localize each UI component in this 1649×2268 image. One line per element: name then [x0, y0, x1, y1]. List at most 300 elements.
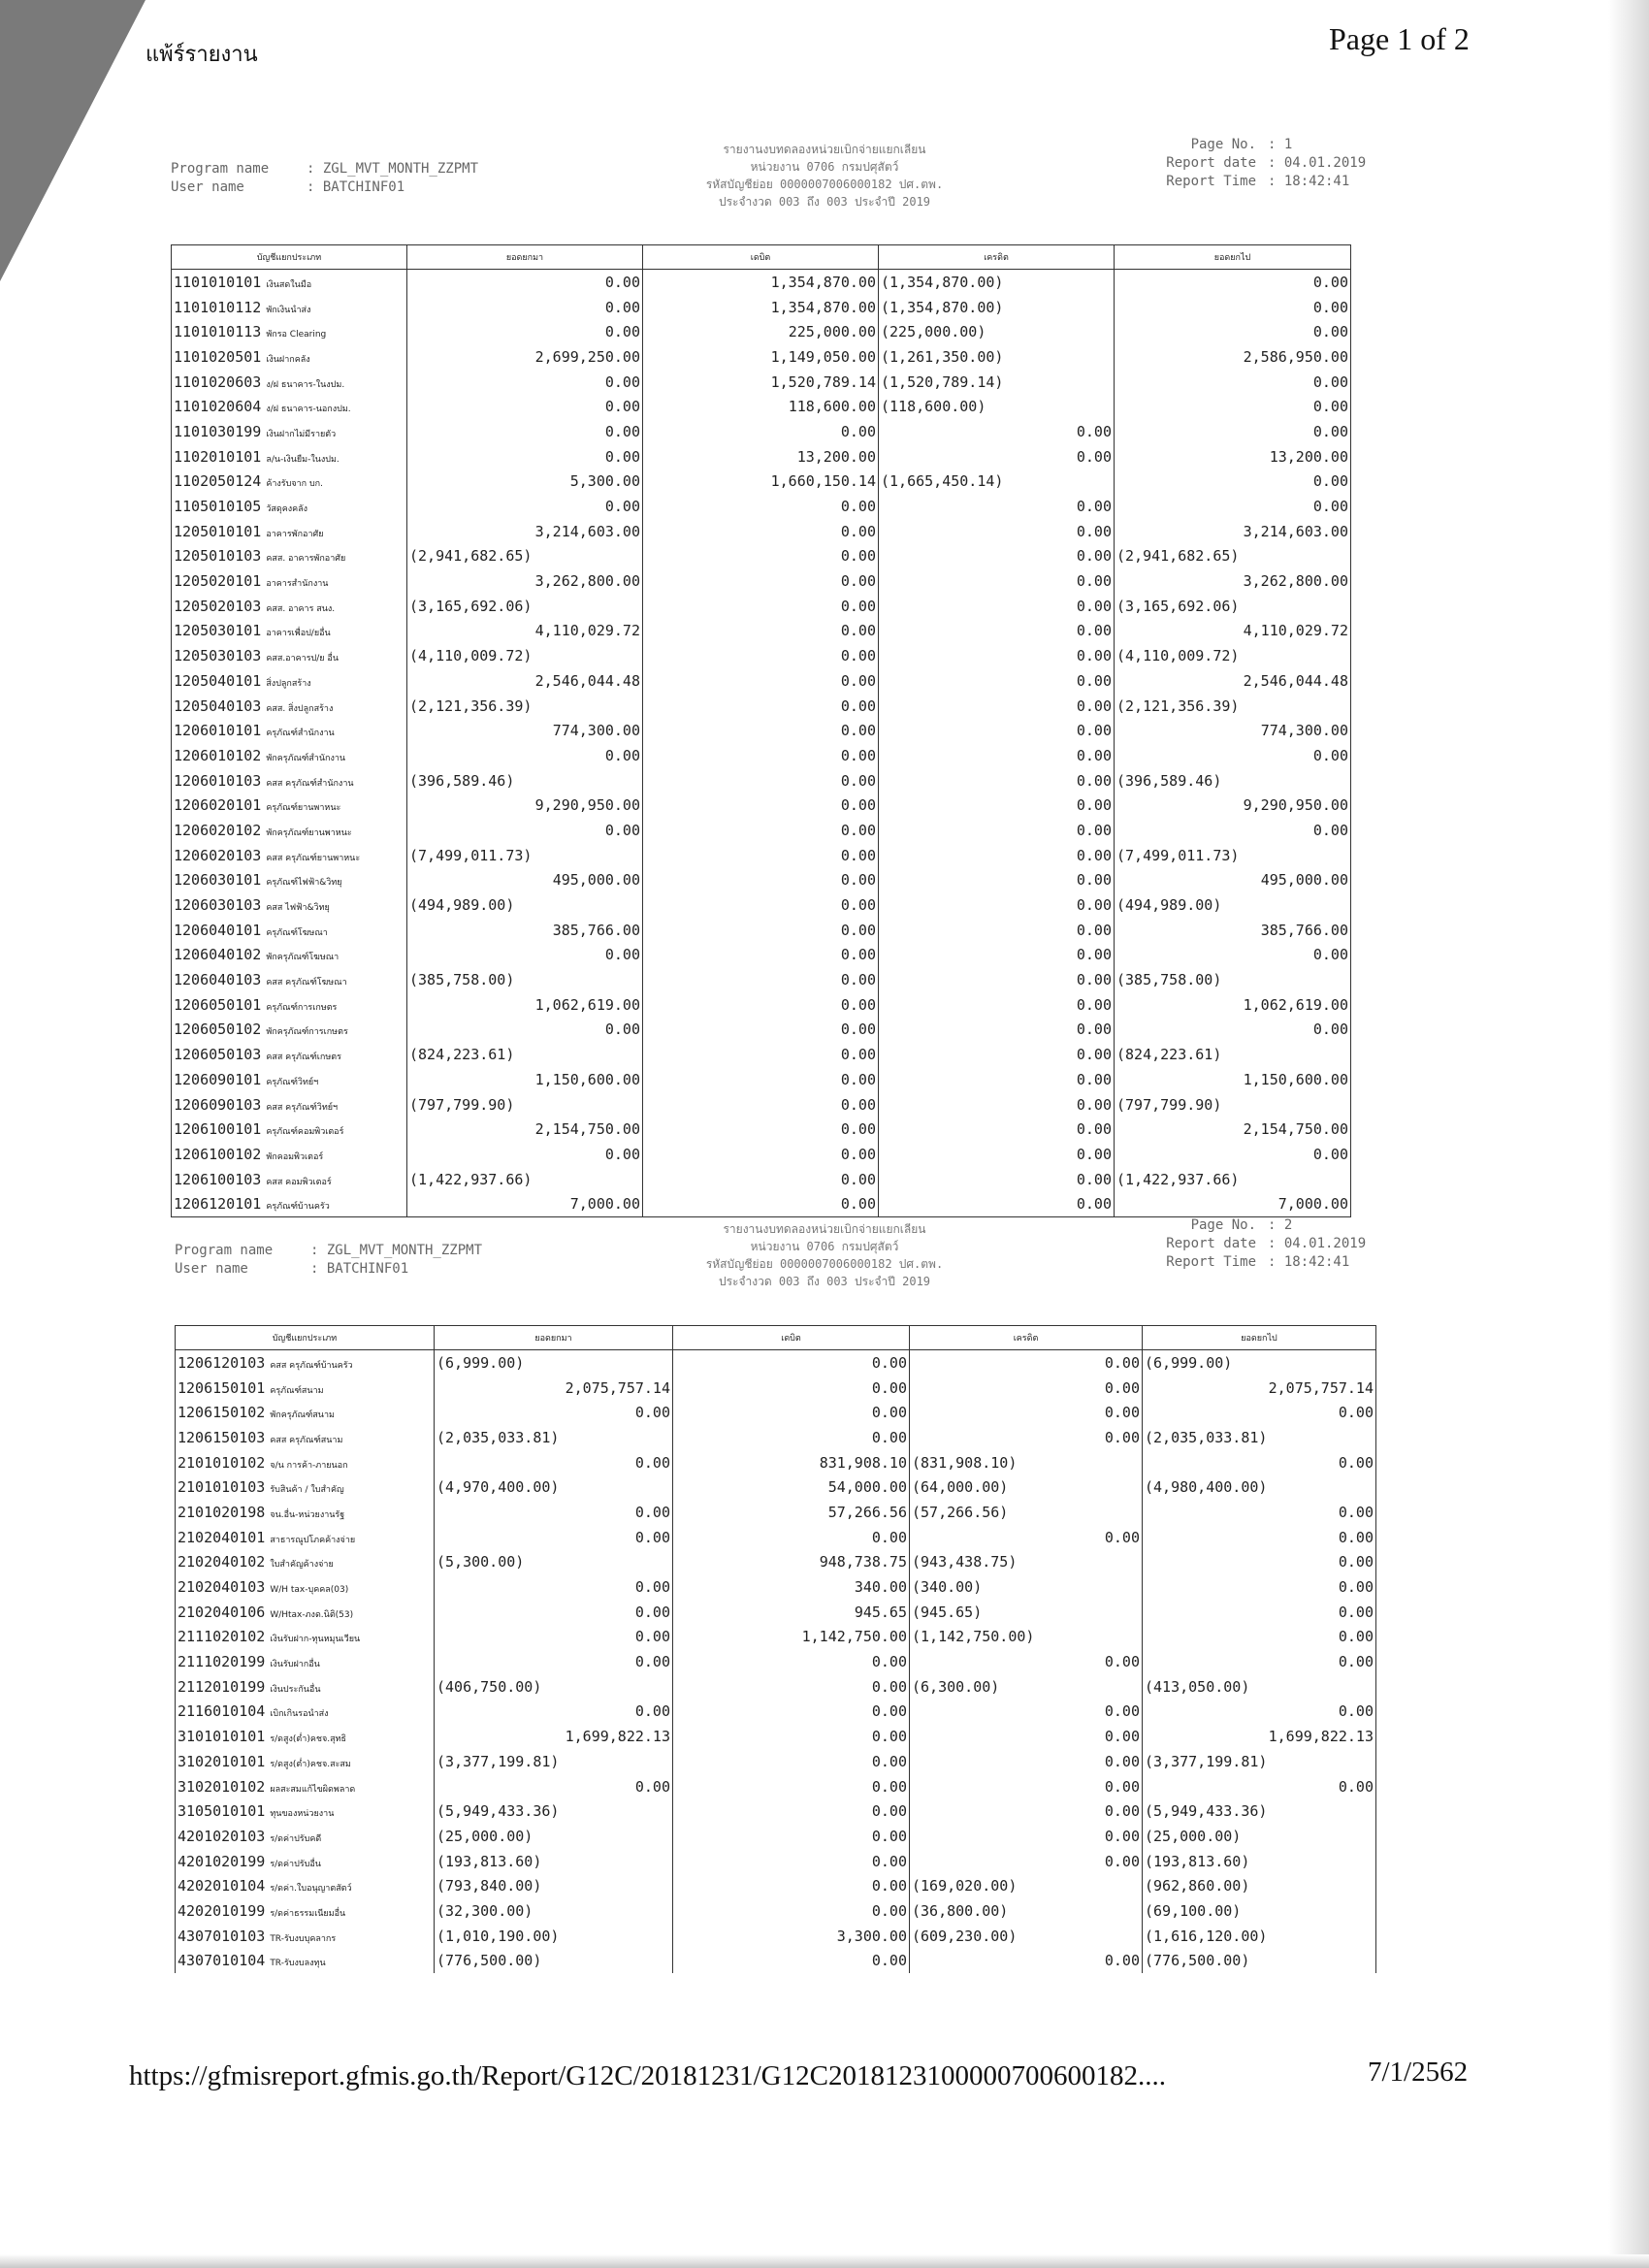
account-name: ร/ดค่าธรรมเนียมอื่น: [270, 1908, 346, 1919]
table-row: [176, 1350, 1376, 1376]
account-name: พักคอมพิวเตอร์: [266, 1151, 324, 1162]
page-no-label: Page No.: [1190, 137, 1256, 152]
account-code: 1205020101: [174, 572, 262, 591]
account-cell: [176, 1774, 435, 1799]
account-name: คสส. สิ่งปลูกสร้าง: [266, 703, 334, 714]
account-code: 1206040102: [174, 946, 262, 964]
table-row: [172, 992, 1351, 1018]
credit-cell: (1,142,750.00): [910, 1625, 1143, 1650]
account-code: 1206020103: [174, 846, 262, 864]
account-code: 1206150102: [178, 1404, 266, 1422]
account-cell: [172, 793, 407, 818]
debit-cell: 0.00: [643, 918, 879, 943]
print-header-title: แพ้ร์รายงาน: [146, 43, 258, 67]
debit-cell: 1,142,750.00: [673, 1625, 910, 1650]
account-code: 3102010102: [178, 1777, 266, 1796]
opening-balance-cell: 0.00: [407, 370, 643, 395]
account-cell: [172, 718, 407, 743]
table-row: [172, 718, 1351, 743]
user-value: : BATCHINF01: [307, 179, 405, 195]
opening-balance-cell: 0.00: [435, 1450, 673, 1475]
account-code: 2111020199: [178, 1653, 266, 1671]
debit-cell: 0.00: [643, 694, 879, 719]
closing-balance-cell: 385,766.00: [1115, 918, 1351, 943]
table-row: [172, 793, 1351, 818]
table-row: [176, 1649, 1376, 1674]
debit-cell: 57,266.56: [673, 1500, 910, 1525]
table-row: [176, 1450, 1376, 1475]
report-date-value: : 04.01.2019: [1268, 1236, 1367, 1251]
account-cell: [176, 1649, 435, 1674]
account-code: 1205020103: [174, 597, 262, 615]
table-row: [172, 694, 1351, 719]
account-name: คสส คอมพิวเตอร์: [266, 1177, 332, 1187]
closing-balance-cell: 0.00: [1143, 1649, 1376, 1674]
account-code: 2102040103: [178, 1578, 266, 1597]
account-name: ครุภัณฑ์บ้านครัว: [266, 1202, 330, 1213]
account-code: 2102040102: [178, 1553, 266, 1571]
table-row: [172, 818, 1351, 843]
table-row: [172, 1067, 1351, 1092]
account-code: 1206150101: [178, 1378, 266, 1397]
account-code: 1206010101: [174, 722, 262, 740]
account-cell: [176, 1674, 435, 1700]
closing-balance-cell: (396,589.46): [1115, 768, 1351, 794]
debit-cell: 13,200.00: [643, 444, 879, 470]
table-row: [172, 1092, 1351, 1118]
closing-balance-cell: 3,262,800.00: [1115, 568, 1351, 594]
col-header-opening: ยอดยกมา: [435, 1326, 673, 1350]
opening-balance-cell: (406,750.00): [435, 1674, 673, 1700]
table-row: [172, 1191, 1351, 1216]
col-header-opening: ยอดยกมา: [407, 245, 643, 270]
debit-cell: 0.00: [673, 1425, 910, 1450]
debit-cell: 0.00: [643, 843, 879, 868]
account-cell: [172, 892, 407, 918]
debit-cell: 0.00: [673, 1400, 910, 1425]
credit-cell: 0.00: [879, 918, 1115, 943]
account-name: พักรอ Clearing: [266, 330, 327, 340]
credit-cell: 0.00: [879, 1191, 1115, 1216]
account-cell: [172, 544, 407, 569]
account-name: ครุภัณฑ์ไฟฟ้า&วิทยุ: [266, 878, 342, 889]
opening-balance-cell: (32,300.00): [435, 1898, 673, 1924]
account-name: เงินฝากไม่มีรายตัว: [266, 429, 337, 439]
account-cell: [172, 868, 407, 893]
debit-cell: 54,000.00: [673, 1474, 910, 1500]
program-label: Program name: [175, 1243, 274, 1258]
debit-cell: 0.00: [643, 668, 879, 694]
opening-balance-cell: (797,799.90): [407, 1092, 643, 1118]
account-code: 1101020501: [174, 347, 262, 366]
account-code: 1206010103: [174, 771, 262, 790]
opening-balance-cell: 0.00: [435, 1574, 673, 1600]
table-row: [172, 943, 1351, 968]
credit-cell: (340.00): [910, 1574, 1143, 1600]
account-cell: [176, 1600, 435, 1625]
debit-cell: 3,300.00: [673, 1924, 910, 1949]
account-name: ครุภัณฑ์สนาม: [270, 1385, 324, 1396]
account-code: 1206040103: [174, 971, 262, 989]
credit-cell: 0.00: [879, 793, 1115, 818]
account-code: 4202010104: [178, 1877, 266, 1895]
debit-cell: 1,149,050.00: [643, 344, 879, 370]
account-code: 1101010112: [174, 298, 262, 316]
account-cell: [176, 1824, 435, 1849]
account-cell: [172, 1142, 407, 1167]
closing-balance-cell: 0.00: [1143, 1774, 1376, 1799]
credit-cell: 0.00: [910, 1350, 1143, 1376]
credit-cell: 0.00: [879, 519, 1115, 544]
closing-balance-cell: 0.00: [1143, 1525, 1376, 1550]
account-cell: [172, 943, 407, 968]
account-cell: [172, 394, 407, 419]
page-no-value: : 2: [1268, 1217, 1293, 1233]
table-row: [172, 743, 1351, 768]
account-code: 1101030199: [174, 422, 262, 440]
print-footer-url: https://gfmisreport.gfmis.go.th/Report/G12C/20181231/G12C2018123100000700600182....: [129, 2060, 1166, 2091]
credit-cell: 0.00: [879, 818, 1115, 843]
credit-cell: 0.00: [879, 967, 1115, 992]
closing-balance-cell: 9,290,950.00: [1115, 793, 1351, 818]
closing-balance-cell: 774,300.00: [1115, 718, 1351, 743]
report-title: รายงานงบทดลองหน่วยเบิกจ่ายแยกเลียน: [723, 143, 926, 156]
debit-cell: 0.00: [643, 818, 879, 843]
account-code: 4201020199: [178, 1852, 266, 1870]
account-code: 4307010104: [178, 1952, 266, 1970]
opening-balance-cell: (793,840.00): [435, 1873, 673, 1898]
credit-cell: 0.00: [879, 768, 1115, 794]
debit-cell: 0.00: [673, 1824, 910, 1849]
col-header-credit: เครดิต: [879, 245, 1115, 270]
account-code: 4201020103: [178, 1827, 266, 1845]
col-header-debit: เดบิต: [673, 1326, 910, 1350]
account-code: 2111020102: [178, 1628, 266, 1646]
account-cell: [176, 1425, 435, 1450]
account-cell: [172, 743, 407, 768]
account-cell: [172, 1117, 407, 1142]
col-header-credit: เครดิต: [910, 1326, 1143, 1350]
account-cell: [172, 295, 407, 320]
debit-cell: 0.00: [643, 1191, 879, 1216]
account-name: ใบสำคัญค้างจ่าย: [270, 1560, 334, 1571]
opening-balance-cell: 0.00: [407, 444, 643, 470]
account-code: 1101020604: [174, 398, 262, 416]
credit-cell: 0.00: [910, 1525, 1143, 1550]
account-cell: [172, 594, 407, 619]
closing-balance-cell: 0.00: [1143, 1400, 1376, 1425]
debit-cell: 0.00: [643, 494, 879, 519]
table-row: [176, 1425, 1376, 1450]
credit-cell: (169,020.00): [910, 1873, 1143, 1898]
report-agency: หน่วยงาน 0706 กรมปศุสัตว์: [750, 160, 899, 174]
account-name: คสส ครุภัณฑ์เกษตร: [266, 1053, 341, 1063]
account-code: 2116010104: [178, 1702, 266, 1721]
credit-cell: 0.00: [910, 1824, 1143, 1849]
account-name: คสส ครุภัณฑ์สนาม: [270, 1435, 343, 1445]
account-code: 1206100103: [174, 1170, 262, 1188]
col-header-account: บัญชีแยกประเภท: [172, 245, 407, 270]
opening-balance-cell: (3,165,692.06): [407, 594, 643, 619]
table-row: [176, 1600, 1376, 1625]
page-fold: [0, 0, 146, 281]
opening-balance-cell: (4,110,009.72): [407, 643, 643, 668]
debit-cell: 1,354,870.00: [643, 270, 879, 295]
credit-cell: 0.00: [879, 1018, 1115, 1043]
opening-balance-cell: (7,499,011.73): [407, 843, 643, 868]
account-cell: [172, 1092, 407, 1118]
account-name: เงินสดในมือ: [266, 279, 312, 290]
account-cell: [176, 1924, 435, 1949]
col-header-closing: ยอดยกไป: [1115, 245, 1351, 270]
account-code: 1206020102: [174, 821, 262, 839]
account-cell: [172, 344, 407, 370]
account-code: 1206030101: [174, 871, 262, 890]
credit-cell: 0.00: [879, 1142, 1115, 1167]
opening-balance-cell: 0.00: [435, 1774, 673, 1799]
user-value: : BATCHINF01: [310, 1261, 409, 1277]
closing-balance-cell: (2,941,682.65): [1115, 544, 1351, 569]
account-cell: [172, 470, 407, 495]
table-row: [172, 319, 1351, 344]
table-row: [176, 1474, 1376, 1500]
report-time-value: : 18:42:41: [1268, 1254, 1350, 1270]
table-row: [176, 1376, 1376, 1401]
credit-cell: 0.00: [879, 594, 1115, 619]
table-row: [172, 1042, 1351, 1067]
account-name: อาคารพักอาศัย: [266, 529, 324, 539]
table-row: [176, 1749, 1376, 1774]
program-value: : ZGL_MVT_MONTH_ZZPMT: [310, 1243, 483, 1258]
account-name: W/H tax-บุคคล(03): [270, 1585, 349, 1596]
debit-cell: 0.00: [643, 1042, 879, 1067]
report-title: รายงานงบทดลองหน่วยเบิกจ่ายแยกเลียน: [723, 1222, 926, 1236]
account-cell: [176, 1749, 435, 1774]
closing-balance-cell: (3,165,692.06): [1115, 594, 1351, 619]
opening-balance-cell: (2,121,356.39): [407, 694, 643, 719]
opening-balance-cell: (2,941,682.65): [407, 544, 643, 569]
table-row: [172, 494, 1351, 519]
credit-cell: 0.00: [879, 444, 1115, 470]
credit-cell: (831,908.10): [910, 1450, 1143, 1475]
table-row: [176, 1625, 1376, 1650]
debit-cell: 0.00: [643, 768, 879, 794]
account-name: เงินรับฝากอื่น: [270, 1660, 320, 1670]
table-row: [172, 370, 1351, 395]
opening-balance-cell: (1,010,190.00): [435, 1924, 673, 1949]
opening-balance-cell: 0.00: [407, 1018, 643, 1043]
debit-cell: 118,600.00: [643, 394, 879, 419]
credit-cell: (1,354,870.00): [879, 295, 1115, 320]
table-row: [176, 1574, 1376, 1600]
closing-balance-cell: 0.00: [1115, 494, 1351, 519]
scan-edge-bottom: [0, 2254, 1649, 2268]
user-label: User name: [171, 179, 244, 195]
report-time-value: : 18:42:41: [1268, 174, 1350, 189]
debit-cell: 0.00: [643, 992, 879, 1018]
debit-cell: 0.00: [673, 1674, 910, 1700]
report-period: ประจำงวด 003 ถึง 003 ประจำปี 2019: [718, 195, 931, 209]
account-code: 1206120101: [174, 1195, 262, 1214]
account-name: ร/ดสูง(ต่ำ)คชจ.สะสม: [270, 1759, 351, 1769]
account-cell: [172, 444, 407, 470]
account-cell: [176, 1525, 435, 1550]
table-row: [172, 568, 1351, 594]
debit-cell: 0.00: [673, 1700, 910, 1725]
debit-cell: 0.00: [643, 743, 879, 768]
table-row: [176, 1798, 1376, 1824]
report-subaccount: รหัสบัญชีย่อย 0000007006000182 ปศ.ตพ.: [705, 178, 944, 191]
account-name: เบิกเกินรอนำส่ง: [270, 1709, 329, 1720]
debit-cell: 0.00: [673, 1376, 910, 1401]
opening-balance-cell: (385,758.00): [407, 967, 643, 992]
debit-cell: 0.00: [673, 1649, 910, 1674]
report-header-right-1: [1116, 136, 1366, 191]
account-name: ง/ฝ ธนาคาร-ในงปม.: [266, 379, 345, 390]
opening-balance-cell: 2,699,250.00: [407, 344, 643, 370]
account-cell: [176, 1450, 435, 1475]
opening-balance-cell: 0.00: [407, 743, 643, 768]
account-name: TR-รับงบบุคลากร: [270, 1933, 337, 1944]
opening-balance-cell: 0.00: [435, 1649, 673, 1674]
debit-cell: 0.00: [643, 1167, 879, 1192]
table-row: [176, 1500, 1376, 1525]
report-time-label: Report Time: [1166, 1254, 1256, 1270]
account-name: อาคารสำนักงาน: [266, 579, 329, 590]
table-row: [172, 419, 1351, 444]
table-row: [176, 1949, 1376, 1974]
closing-balance-cell: 0.00: [1115, 818, 1351, 843]
credit-cell: 0.00: [910, 1749, 1143, 1774]
table-row: [172, 918, 1351, 943]
account-cell: [172, 1167, 407, 1192]
debit-cell: 0.00: [643, 1018, 879, 1043]
account-cell: [172, 270, 407, 295]
closing-balance-cell: 2,586,950.00: [1115, 344, 1351, 370]
opening-balance-cell: 0.00: [435, 1400, 673, 1425]
closing-balance-cell: 0.00: [1115, 743, 1351, 768]
account-name: อาคารเพื่อป/ยอื่น: [266, 629, 331, 639]
debit-cell: 0.00: [673, 1749, 910, 1774]
credit-cell: 0.00: [879, 494, 1115, 519]
table-row: [172, 843, 1351, 868]
account-code: 1206030103: [174, 896, 262, 915]
closing-balance-cell: (962,860.00): [1143, 1873, 1376, 1898]
credit-cell: (1,261,350.00): [879, 344, 1115, 370]
table-row: [172, 619, 1351, 644]
trial-balance-table-2: [175, 1325, 1376, 1973]
report-header-left-1: [171, 160, 478, 197]
credit-cell: 0.00: [910, 1400, 1143, 1425]
opening-balance-cell: 0.00: [407, 494, 643, 519]
credit-cell: 0.00: [879, 568, 1115, 594]
credit-cell: 0.00: [910, 1700, 1143, 1725]
opening-balance-cell: (4,970,400.00): [435, 1474, 673, 1500]
table-row: [176, 1550, 1376, 1575]
credit-cell: 0.00: [910, 1774, 1143, 1799]
closing-balance-cell: (69,100.00): [1143, 1898, 1376, 1924]
closing-balance-cell: (5,949,433.36): [1143, 1798, 1376, 1824]
print-footer-date: 7/1/2562: [1368, 2057, 1469, 2088]
account-cell: [172, 1191, 407, 1216]
debit-cell: 0.00: [643, 1092, 879, 1118]
credit-cell: 0.00: [879, 943, 1115, 968]
credit-cell: 0.00: [879, 544, 1115, 569]
account-code: 1205030103: [174, 647, 262, 665]
table-row: [172, 1167, 1351, 1192]
table-row: [176, 1849, 1376, 1874]
table-row: [172, 868, 1351, 893]
debit-cell: 0.00: [643, 892, 879, 918]
debit-cell: 0.00: [643, 793, 879, 818]
table-row: [176, 1873, 1376, 1898]
account-code: 1102010101: [174, 447, 262, 466]
account-cell: [172, 619, 407, 644]
closing-balance-cell: (1,616,120.00): [1143, 1924, 1376, 1949]
debit-cell: 0.00: [643, 643, 879, 668]
account-cell: [172, 694, 407, 719]
account-name: คสส ครุภัณฑ์ยานพาหนะ: [266, 853, 361, 863]
opening-balance-cell: 0.00: [407, 295, 643, 320]
account-code: 1205010103: [174, 547, 262, 566]
account-cell: [176, 1898, 435, 1924]
closing-balance-cell: 0.00: [1143, 1450, 1376, 1475]
opening-balance-cell: 0.00: [407, 419, 643, 444]
account-name: ครุภัณฑ์สำนักงาน: [266, 729, 335, 739]
account-code: 1206020101: [174, 796, 262, 815]
closing-balance-cell: 495,000.00: [1115, 868, 1351, 893]
report-date-value: : 04.01.2019: [1268, 155, 1367, 171]
opening-balance-cell: (3,377,199.81): [435, 1749, 673, 1774]
table-row: [176, 1898, 1376, 1924]
account-cell: [172, 419, 407, 444]
account-cell: [176, 1474, 435, 1500]
account-name: ค้างรับจาก บก.: [266, 479, 323, 490]
account-cell: [172, 668, 407, 694]
table-row: [172, 668, 1351, 694]
opening-balance-cell: 0.00: [435, 1525, 673, 1550]
debit-cell: 0.00: [643, 1142, 879, 1167]
debit-cell: 948,738.75: [673, 1550, 910, 1575]
table-row: [172, 544, 1351, 569]
account-name: คสส ครุภัณฑ์สำนักงาน: [266, 778, 354, 789]
debit-cell: 0.00: [643, 718, 879, 743]
opening-balance-cell: 0.00: [435, 1500, 673, 1525]
closing-balance-cell: (797,799.90): [1115, 1092, 1351, 1118]
account-code: 1206090103: [174, 1095, 262, 1114]
closing-balance-cell: 0.00: [1115, 470, 1351, 495]
credit-cell: (1,665,450.14): [879, 470, 1115, 495]
account-cell: [172, 818, 407, 843]
credit-cell: 0.00: [879, 668, 1115, 694]
report-time-label: Report Time: [1166, 174, 1256, 189]
opening-balance-cell: 495,000.00: [407, 868, 643, 893]
account-name: ล/น-เงินยืม-ในงปม.: [266, 454, 340, 465]
closing-balance-cell: 0.00: [1143, 1600, 1376, 1625]
account-code: 1206050103: [174, 1046, 262, 1064]
table-row: [172, 1117, 1351, 1142]
table-row: [172, 892, 1351, 918]
closing-balance-cell: (193,813.60): [1143, 1849, 1376, 1874]
table-row: [176, 1525, 1376, 1550]
debit-cell: 0.00: [643, 519, 879, 544]
closing-balance-cell: (494,989.00): [1115, 892, 1351, 918]
table-row: [172, 1142, 1351, 1167]
account-name: เงินรับฝาก-ทุนหมุนเวียน: [270, 1635, 361, 1645]
debit-cell: 0.00: [673, 1873, 910, 1898]
table-row: [172, 394, 1351, 419]
account-name: คสส.อาคารป/ย อื่น: [266, 654, 339, 664]
